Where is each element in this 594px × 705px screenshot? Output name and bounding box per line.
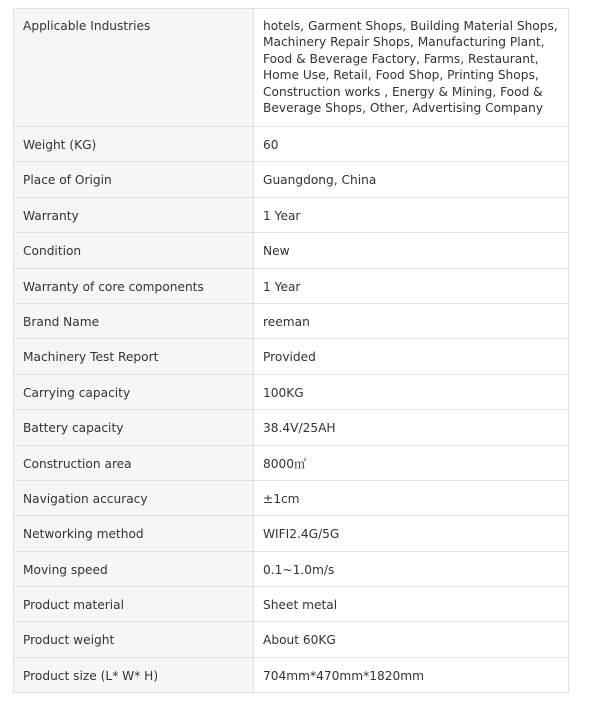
spec-label: Warranty	[14, 197, 254, 232]
spec-value: 8000㎡	[254, 445, 569, 480]
spec-label: Product weight	[14, 622, 254, 657]
spec-label: Navigation accuracy	[14, 480, 254, 515]
spec-row-battery-capacity	[14, 410, 569, 445]
spec-row-product-size	[14, 657, 569, 692]
spec-row-applicable-industries	[14, 9, 569, 127]
spec-label: Product size (L* W* H)	[14, 657, 254, 692]
spec-label: Construction area	[14, 445, 254, 480]
spec-label: Moving speed	[14, 551, 254, 586]
specifications-table	[13, 8, 569, 693]
spec-row-carrying-capacity	[14, 374, 569, 409]
spec-label: Condition	[14, 233, 254, 268]
spec-label: Warranty of core components	[14, 268, 254, 303]
spec-label: Weight (KG)	[14, 127, 254, 162]
spec-label: Applicable Industries	[14, 9, 254, 127]
spec-row-weight	[14, 127, 569, 162]
specifications-table-container	[13, 8, 569, 693]
spec-value: 704mm*470mm*1820mm	[254, 657, 569, 692]
spec-row-networking-method	[14, 516, 569, 551]
spec-value: 38.4V/25AH	[254, 410, 569, 445]
spec-row-moving-speed	[14, 551, 569, 586]
spec-label: Product material	[14, 587, 254, 622]
spec-value: 0.1~1.0m/s	[254, 551, 569, 586]
spec-row-warranty-core-components	[14, 268, 569, 303]
spec-value: About 60KG	[254, 622, 569, 657]
spec-value: Provided	[254, 339, 569, 374]
spec-value: 100KG	[254, 374, 569, 409]
spec-label: Battery capacity	[14, 410, 254, 445]
spec-value: 60	[254, 127, 569, 162]
spec-label: Machinery Test Report	[14, 339, 254, 374]
spec-row-product-material	[14, 587, 569, 622]
spec-row-navigation-accuracy	[14, 480, 569, 515]
spec-value: New	[254, 233, 569, 268]
spec-value: 1 Year	[254, 268, 569, 303]
spec-label: Networking method	[14, 516, 254, 551]
spec-value: 1 Year	[254, 197, 569, 232]
spec-label: Carrying capacity	[14, 374, 254, 409]
spec-row-product-weight	[14, 622, 569, 657]
spec-value: ±1cm	[254, 480, 569, 515]
spec-value: reeman	[254, 303, 569, 338]
spec-label: Brand Name	[14, 303, 254, 338]
spec-row-machinery-test-report	[14, 339, 569, 374]
spec-value: Sheet metal	[254, 587, 569, 622]
spec-row-construction-area	[14, 445, 569, 480]
spec-label: Place of Origin	[14, 162, 254, 197]
spec-value: WIFI2.4G/5G	[254, 516, 569, 551]
spec-row-brand-name	[14, 303, 569, 338]
spec-value: Guangdong, China	[254, 162, 569, 197]
spec-value: hotels, Garment Shops, Building Material Shops, Machinery Repair Shops, Manufacturing Plant, Food & Beverage Factory, Farms, Restaurant, Home Use, Retail, Food Shop, Printing Shops, Construction works , Energy & Mining, Food & Beverage Shops, Other, Advertising Company	[254, 9, 569, 127]
spec-row-warranty	[14, 197, 569, 232]
spec-row-place-of-origin	[14, 162, 569, 197]
spec-row-condition	[14, 233, 569, 268]
